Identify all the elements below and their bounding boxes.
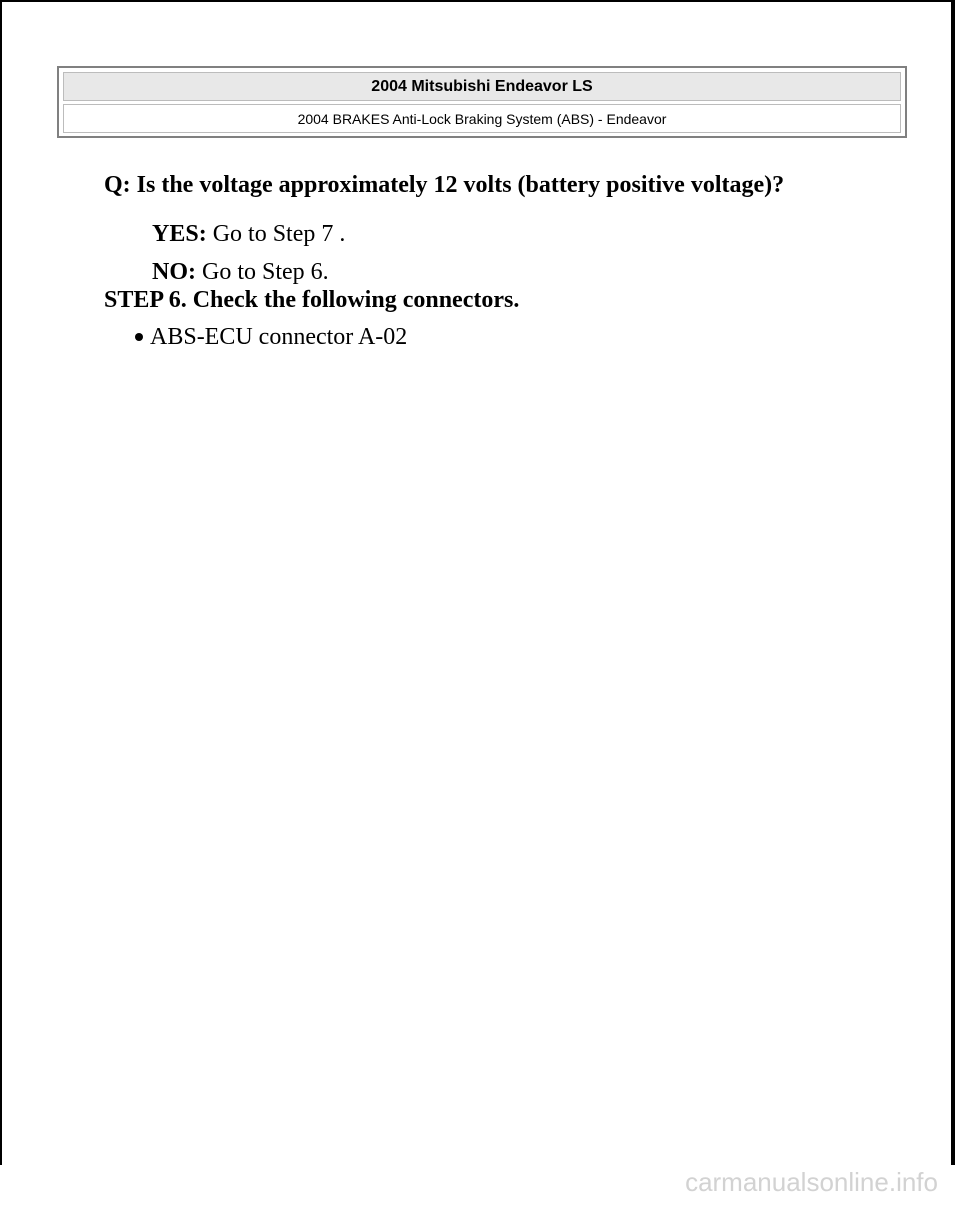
answer-yes-text: Go to Step 7 . xyxy=(206,221,346,247)
answer-no xyxy=(152,257,329,287)
connector-list xyxy=(135,322,407,352)
header-subtitle: 2004 BRAKES Anti-Lock Braking System (ABS) - Endeavor xyxy=(63,104,901,133)
answer-yes-label: YES: xyxy=(152,221,207,247)
answer-yes xyxy=(152,219,345,249)
list-item xyxy=(135,322,407,352)
answer-no-label: NO: xyxy=(152,259,196,285)
answer-no-text: Go to Step 6. xyxy=(196,259,329,285)
bullet-icon xyxy=(135,333,143,341)
question-text: Q: Is the voltage approximately 12 volts (battery positive voltage)? xyxy=(104,172,785,198)
list-item-text: ABS-ECU connector A-02 xyxy=(150,324,408,350)
document-header xyxy=(57,66,907,138)
step-heading: STEP 6. Check the following connectors. xyxy=(104,287,520,313)
watermark: carmanualsonline.info xyxy=(685,1167,938,1197)
header-title: 2004 Mitsubishi Endeavor LS xyxy=(63,72,901,101)
